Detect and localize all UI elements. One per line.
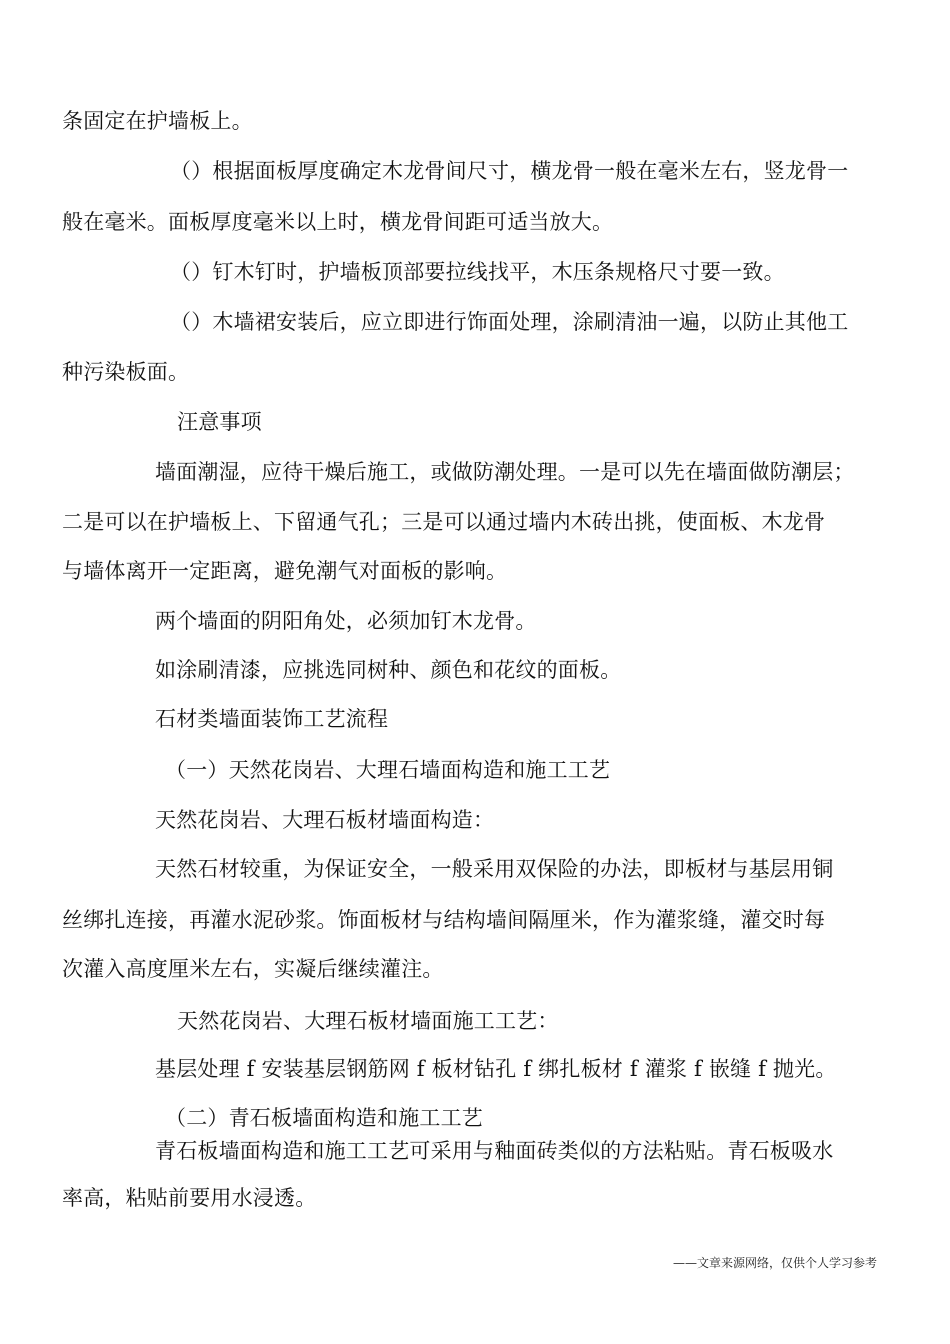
- subsection-heading-granite: （一）天然花岗岩、大理石墙面构造和施工工艺: [165, 758, 611, 782]
- text-line-4: （）钉木钉时，护墙板顶部要拉线找平，木压条规格尺寸要一致。: [170, 260, 785, 284]
- text-line-6: 种污染板面。: [62, 360, 190, 384]
- section-heading-notes: 汪意事项: [177, 410, 262, 434]
- text-line-17: 丝绑扎连接，再灌水泥砂浆。饰面板材与结构墙间隔厘米，作为灌浆缝，灌交时每: [62, 908, 826, 932]
- text-line-15: 天然花岗岩、大理石板材墙面构造：: [155, 808, 495, 832]
- text-line-10: 与墙体离开一定距离，避免潮气对面板的影响。: [62, 559, 508, 583]
- text-line-11: 两个墙面的阴阳角处，必须加钉木龙骨。: [155, 609, 537, 633]
- text-line-19: 天然花岗岩、大理石板材墙面施工工艺：: [177, 1009, 559, 1033]
- text-line-12: 如涂刷清漆，应挑选同树种、颜色和花纹的面板。: [155, 658, 622, 682]
- section-heading-stone: 石材类墙面装饰工艺流程: [155, 707, 389, 731]
- subsection-heading-bluestone: （二）青石板墙面构造和施工工艺: [165, 1106, 483, 1130]
- text-line-23: 率高，粘贴前要用水浸透。: [62, 1186, 317, 1210]
- process-flow-line: 基层处理 f 安装基层钢筋网 f 板材钻孔 f 绑扎板材 f 灌浆 f 嵌缝 f 抛光。: [155, 1057, 837, 1081]
- text-line-5: （）木墙裙安装后，应立即进行饰面处理，涂刷清油一遍，以防止其他工: [170, 310, 849, 334]
- text-line-18: 次灌入高度厘米左右，实凝后继续灌注。: [62, 957, 444, 981]
- text-line-1: 条固定在护墙板上。: [62, 109, 253, 133]
- text-line-9: 二是可以在护墙板上、下留通气孔；三是可以通过墙内木砖出挑，使面板、木龙骨: [62, 510, 826, 534]
- text-line-16: 天然石材较重，为保证安全，一般采用双保险的办法，即板材与基层用铜: [155, 857, 834, 881]
- text-line-22: 青石板墙面构造和施工工艺可采用与釉面砖类似的方法粘贴。青石板吸水: [155, 1139, 834, 1163]
- text-line-3: 般在毫米。面板厚度毫米以上时，横龙骨间距可适当放大。: [62, 210, 614, 234]
- text-line-2: （）根据面板厚度确定木龙骨间尺寸，横龙骨一般在毫米左右，竖龙骨一: [170, 159, 849, 183]
- source-footer: ——文章来源网络，仅供个人学习参考: [672, 1256, 877, 1270]
- text-line-8: 墙面潮湿，应待干燥后施工，或做防潮处理。一是可以先在墙面做防潮层；: [155, 460, 855, 484]
